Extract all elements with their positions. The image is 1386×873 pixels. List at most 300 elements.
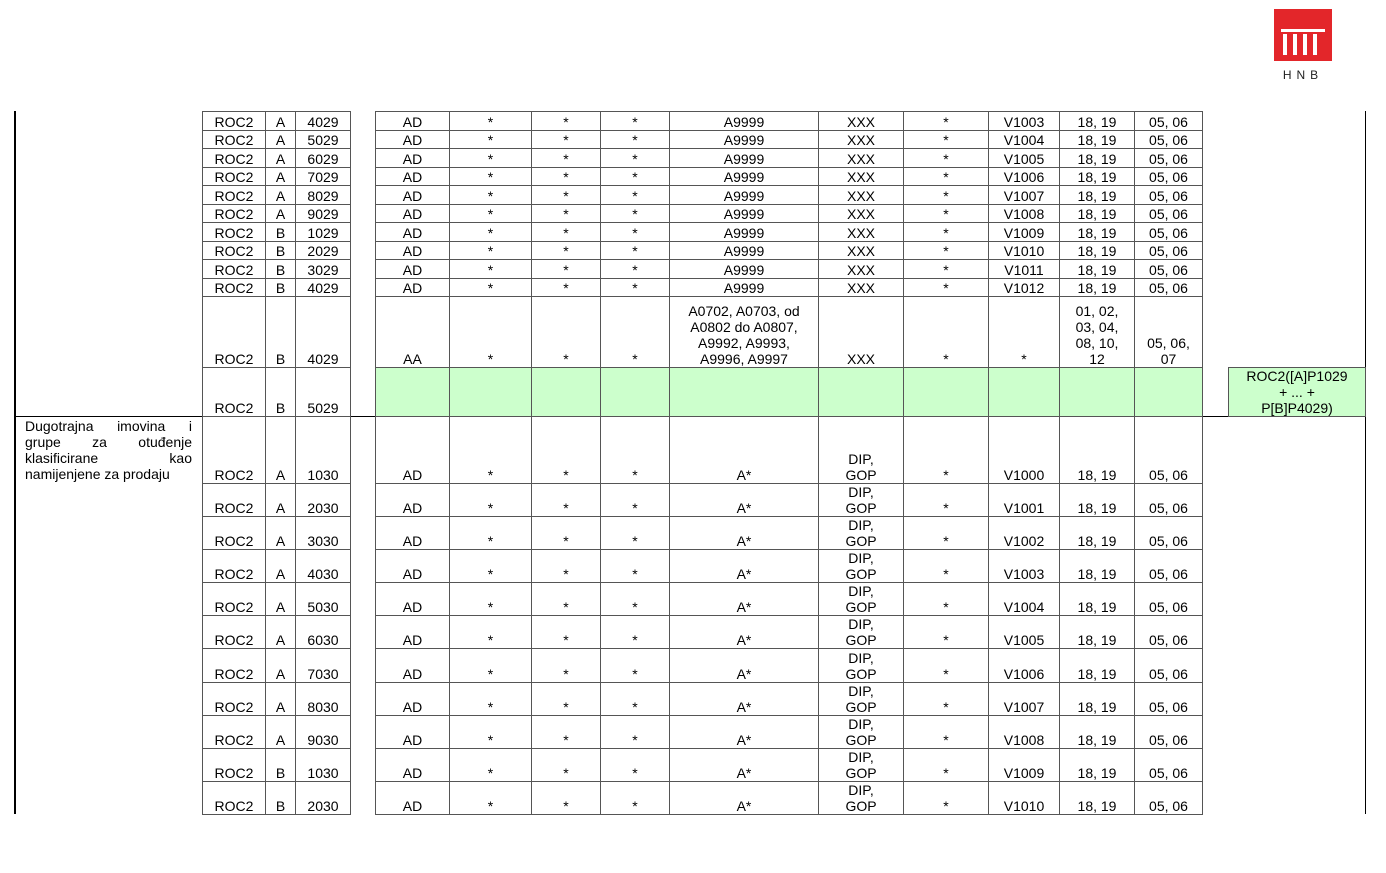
validation-cell: V1005 — [988, 615, 1060, 649]
type-cell: AD — [375, 259, 450, 279]
code1-cell: 18, 19 — [1059, 615, 1135, 649]
report-cell: ROC2 — [202, 222, 266, 242]
account-cell: A9999 — [669, 278, 819, 297]
type-cell: AD — [375, 278, 450, 297]
code2-cell: 05, 06 — [1134, 648, 1203, 683]
report-cell: ROC2 — [202, 549, 266, 583]
attr4-cell: * — [903, 148, 989, 168]
attr3-cell: * — [600, 682, 670, 716]
type-cell: AD — [375, 582, 450, 616]
code2-cell: 05, 06 — [1134, 167, 1203, 186]
part-cell: A — [265, 682, 296, 716]
code1-cell: 18, 19 — [1059, 483, 1135, 517]
code1-cell: 18, 19 — [1059, 648, 1135, 683]
account-cell: A0702, A0703, od A0802 do A0807, A9992, A9993, A9996, A9997 — [669, 296, 819, 368]
currency-cell: XXX — [818, 167, 904, 186]
attr4-cell: * — [903, 222, 989, 242]
part-cell: B — [265, 367, 296, 417]
attr3-cell: * — [600, 222, 670, 242]
attr4-cell: * — [903, 204, 989, 223]
account-cell: A9999 — [669, 111, 819, 131]
attr4-cell: * — [903, 615, 989, 649]
attr2-cell: * — [531, 185, 601, 205]
report-cell: ROC2 — [202, 615, 266, 649]
part-cell: A — [265, 516, 296, 550]
validation-cell: V1010 — [988, 241, 1060, 260]
attr2-cell: * — [531, 483, 601, 517]
code2-cell: 05, 06 — [1134, 682, 1203, 716]
attr3-cell: * — [600, 516, 670, 550]
code2-cell: 05, 06 — [1134, 259, 1203, 279]
attr3-cell: * — [600, 278, 670, 297]
type-cell: AD — [375, 241, 450, 260]
attr3-cell: * — [600, 549, 670, 583]
position-cell: 5029 — [295, 367, 351, 417]
attr2-cell: * — [531, 516, 601, 550]
attr1-cell — [449, 367, 532, 417]
code2-cell: 05, 06 — [1134, 516, 1203, 550]
attr2-cell: * — [531, 167, 601, 186]
attr3-cell: * — [600, 296, 670, 368]
validation-cell: V1008 — [988, 715, 1060, 749]
type-cell: AD — [375, 185, 450, 205]
attr1-cell: * — [449, 682, 532, 716]
validation-cell: V1003 — [988, 549, 1060, 583]
attr1-cell: * — [449, 167, 532, 186]
report-cell: ROC2 — [202, 278, 266, 297]
code2-cell: 05, 06 — [1134, 241, 1203, 260]
code2-cell: 05, 06 — [1134, 483, 1203, 517]
part-cell: B — [265, 241, 296, 260]
attr3-cell: * — [600, 259, 670, 279]
type-cell — [375, 367, 450, 417]
attr2-cell: * — [531, 222, 601, 242]
report-cell: ROC2 — [202, 130, 266, 149]
code2-cell: 05, 06 — [1134, 615, 1203, 649]
code1-cell — [1059, 367, 1135, 417]
code2-cell: 05, 06, 07 — [1134, 296, 1203, 368]
account-cell: A9999 — [669, 185, 819, 205]
position-cell: 7030 — [295, 648, 351, 683]
part-cell: A — [265, 582, 296, 616]
attr1-cell: * — [449, 278, 532, 297]
currency-cell: XXX — [818, 259, 904, 279]
attr3-cell: * — [600, 648, 670, 683]
report-cell: ROC2 — [202, 648, 266, 683]
code1-cell: 18, 19 — [1059, 715, 1135, 749]
attr1-cell: * — [449, 130, 532, 149]
attr3-cell: * — [600, 781, 670, 815]
part-cell: B — [265, 296, 296, 368]
attr4-cell: * — [903, 582, 989, 616]
code1-cell: 18, 19 — [1059, 148, 1135, 168]
type-cell: AD — [375, 549, 450, 583]
formula-cell: ROC2([A]P1029 + ... + P[B]P4029) — [1228, 367, 1366, 417]
code2-cell: 05, 06 — [1134, 416, 1203, 484]
currency-cell: DIP, GOP — [818, 648, 904, 683]
attr4-cell: * — [903, 111, 989, 131]
attr4-cell: * — [903, 748, 989, 782]
attr3-cell: * — [600, 715, 670, 749]
code1-cell: 18, 19 — [1059, 549, 1135, 583]
part-cell: A — [265, 130, 296, 149]
attr2-cell: * — [531, 259, 601, 279]
validation-cell: V1006 — [988, 648, 1060, 683]
attr1-cell: * — [449, 615, 532, 649]
attr2-cell: * — [531, 130, 601, 149]
attr1-cell: * — [449, 296, 532, 368]
part-cell: A — [265, 416, 296, 484]
currency-cell: XXX — [818, 185, 904, 205]
attr1-cell: * — [449, 204, 532, 223]
attr4-cell: * — [903, 416, 989, 484]
validation-cell: V1010 — [988, 781, 1060, 815]
type-cell: AD — [375, 781, 450, 815]
account-cell: A9999 — [669, 222, 819, 242]
position-cell: 1029 — [295, 222, 351, 242]
attr1-cell: * — [449, 516, 532, 550]
currency-cell: DIP, GOP — [818, 615, 904, 649]
attr1-cell: * — [449, 241, 532, 260]
currency-cell: XXX — [818, 204, 904, 223]
attr2-cell: * — [531, 748, 601, 782]
attr2-cell: * — [531, 241, 601, 260]
currency-cell: XXX — [818, 296, 904, 368]
attr4-cell: * — [903, 241, 989, 260]
position-cell: 2030 — [295, 781, 351, 815]
part-cell: B — [265, 781, 296, 815]
attr4-cell: * — [903, 130, 989, 149]
code2-cell: 05, 06 — [1134, 715, 1203, 749]
attr4-cell: * — [903, 278, 989, 297]
currency-cell: DIP, GOP — [818, 682, 904, 716]
hnb-logo — [1274, 9, 1332, 84]
position-cell: 2030 — [295, 483, 351, 517]
attr4-cell: * — [903, 483, 989, 517]
table-right-border — [1365, 111, 1366, 814]
type-cell: AD — [375, 748, 450, 782]
code1-cell: 18, 19 — [1059, 781, 1135, 815]
attr4-cell — [903, 367, 989, 417]
attr1-cell: * — [449, 748, 532, 782]
attr2-cell: * — [531, 416, 601, 484]
part-cell: A — [265, 615, 296, 649]
report-cell: ROC2 — [202, 167, 266, 186]
attr2-cell: * — [531, 148, 601, 168]
code2-cell: 05, 06 — [1134, 278, 1203, 297]
report-cell: ROC2 — [202, 483, 266, 517]
attr2-cell: * — [531, 296, 601, 368]
attr4-cell: * — [903, 648, 989, 683]
attr4-cell: * — [903, 549, 989, 583]
part-cell: B — [265, 259, 296, 279]
type-cell: AA — [375, 296, 450, 368]
validation-cell: V1011 — [988, 259, 1060, 279]
code1-cell: 18, 19 — [1059, 582, 1135, 616]
code1-cell: 18, 19 — [1059, 516, 1135, 550]
attr2-cell: * — [531, 278, 601, 297]
type-cell: AD — [375, 516, 450, 550]
code1-cell: 18, 19 — [1059, 204, 1135, 223]
attr3-cell: * — [600, 204, 670, 223]
attr3-cell: * — [600, 483, 670, 517]
code2-cell: 05, 06 — [1134, 582, 1203, 616]
position-cell: 4029 — [295, 111, 351, 131]
validation-cell: V1004 — [988, 582, 1060, 616]
account-cell: A* — [669, 715, 819, 749]
position-cell: 4029 — [295, 296, 351, 368]
attr3-cell: * — [600, 111, 670, 131]
table-left-border — [14, 111, 16, 814]
type-cell: AD — [375, 204, 450, 223]
account-cell: A* — [669, 483, 819, 517]
report-cell: ROC2 — [202, 715, 266, 749]
account-cell: A9999 — [669, 130, 819, 149]
attr3-cell: * — [600, 130, 670, 149]
attr1-cell: * — [449, 648, 532, 683]
attr2-cell: * — [531, 582, 601, 616]
report-cell: ROC2 — [202, 682, 266, 716]
attr3-cell: * — [600, 185, 670, 205]
account-cell: A9999 — [669, 241, 819, 260]
attr1-cell: * — [449, 148, 532, 168]
type-cell: AD — [375, 111, 450, 131]
attr2-cell: * — [531, 682, 601, 716]
attr1-cell: * — [449, 781, 532, 815]
code1-cell: 18, 19 — [1059, 748, 1135, 782]
report-cell: ROC2 — [202, 296, 266, 368]
validation-cell: V1002 — [988, 516, 1060, 550]
attr1-cell: * — [449, 259, 532, 279]
report-cell: ROC2 — [202, 516, 266, 550]
type-cell: AD — [375, 148, 450, 168]
validation-cell: V1000 — [988, 416, 1060, 484]
part-cell: B — [265, 748, 296, 782]
position-cell: 3030 — [295, 516, 351, 550]
code2-cell: 05, 06 — [1134, 148, 1203, 168]
attr3-cell: * — [600, 148, 670, 168]
attr4-cell: * — [903, 682, 989, 716]
attr4-cell: * — [903, 715, 989, 749]
currency-cell: DIP, GOP — [818, 516, 904, 550]
account-cell: A9999 — [669, 167, 819, 186]
position-cell: 9030 — [295, 715, 351, 749]
code2-cell: 05, 06 — [1134, 111, 1203, 131]
attr1-cell: * — [449, 582, 532, 616]
code1-cell: 18, 19 — [1059, 111, 1135, 131]
code1-cell: 18, 19 — [1059, 185, 1135, 205]
currency-cell — [818, 367, 904, 417]
validation-cell — [988, 367, 1060, 417]
report-cell: ROC2 — [202, 367, 266, 417]
position-cell: 1030 — [295, 748, 351, 782]
code2-cell — [1134, 367, 1203, 417]
report-cell: ROC2 — [202, 241, 266, 260]
report-cell: ROC2 — [202, 748, 266, 782]
validation-cell: V1008 — [988, 204, 1060, 223]
part-cell: A — [265, 549, 296, 583]
report-cell: ROC2 — [202, 148, 266, 168]
section-label: Dugotrajna imovina i grupe za otuđenje klasificirane kao namijenjene za prodaju — [25, 418, 192, 482]
position-cell: 7029 — [295, 167, 351, 186]
account-cell: A* — [669, 582, 819, 616]
code1-cell: 18, 19 — [1059, 130, 1135, 149]
attr3-cell: * — [600, 615, 670, 649]
code2-cell: 05, 06 — [1134, 748, 1203, 782]
position-cell: 2029 — [295, 241, 351, 260]
type-cell: AD — [375, 130, 450, 149]
currency-cell: XXX — [818, 241, 904, 260]
position-cell: 4030 — [295, 549, 351, 583]
validation-cell: V1006 — [988, 167, 1060, 186]
currency-cell: XXX — [818, 148, 904, 168]
account-cell: A* — [669, 416, 819, 484]
account-cell: A* — [669, 549, 819, 583]
validation-cell: V1005 — [988, 148, 1060, 168]
account-cell: A* — [669, 781, 819, 815]
attr1-cell: * — [449, 185, 532, 205]
attr2-cell: * — [531, 204, 601, 223]
account-cell: A9999 — [669, 204, 819, 223]
report-cell: ROC2 — [202, 111, 266, 131]
attr2-cell: * — [531, 648, 601, 683]
currency-cell: DIP, GOP — [818, 748, 904, 782]
part-cell: A — [265, 648, 296, 683]
validation-cell: V1012 — [988, 278, 1060, 297]
attr4-cell: * — [903, 781, 989, 815]
part-cell: A — [265, 167, 296, 186]
currency-cell: XXX — [818, 111, 904, 131]
position-cell: 3029 — [295, 259, 351, 279]
account-cell: A* — [669, 516, 819, 550]
code1-cell: 18, 19 — [1059, 278, 1135, 297]
account-cell: A9999 — [669, 259, 819, 279]
attr4-cell: * — [903, 296, 989, 368]
currency-cell: DIP, GOP — [818, 781, 904, 815]
code1-cell: 01, 02, 03, 04, 08, 10, 12 — [1059, 296, 1135, 368]
position-cell: 6029 — [295, 148, 351, 168]
type-cell: AD — [375, 615, 450, 649]
logo-text: HNB — [1282, 68, 1324, 82]
currency-cell: DIP, GOP — [818, 715, 904, 749]
part-cell: B — [265, 278, 296, 297]
type-cell: AD — [375, 648, 450, 683]
currency-cell: DIP, GOP — [818, 549, 904, 583]
attr2-cell — [531, 367, 601, 417]
attr1-cell: * — [449, 416, 532, 484]
type-cell: AD — [375, 715, 450, 749]
code2-cell: 05, 06 — [1134, 130, 1203, 149]
attr2-cell: * — [531, 781, 601, 815]
code2-cell: 05, 06 — [1134, 222, 1203, 242]
type-cell: AD — [375, 682, 450, 716]
account-cell — [669, 367, 819, 417]
validation-cell: V1007 — [988, 185, 1060, 205]
type-cell: AD — [375, 222, 450, 242]
type-cell: AD — [375, 416, 450, 484]
attr3-cell — [600, 367, 670, 417]
logo-emblem — [1274, 9, 1332, 61]
attr1-cell: * — [449, 222, 532, 242]
attr3-cell: * — [600, 582, 670, 616]
attr4-cell: * — [903, 185, 989, 205]
currency-cell: XXX — [818, 222, 904, 242]
code2-cell: 05, 06 — [1134, 204, 1203, 223]
report-cell: ROC2 — [202, 259, 266, 279]
position-cell: 5029 — [295, 130, 351, 149]
validation-cell: V1009 — [988, 222, 1060, 242]
attr4-cell: * — [903, 167, 989, 186]
attr1-cell: * — [449, 715, 532, 749]
currency-cell: DIP, GOP — [818, 416, 904, 484]
code1-cell: 18, 19 — [1059, 682, 1135, 716]
part-cell: A — [265, 185, 296, 205]
position-cell: 5030 — [295, 582, 351, 616]
position-cell: 8030 — [295, 682, 351, 716]
validation-cell: V1009 — [988, 748, 1060, 782]
attr2-cell: * — [531, 111, 601, 131]
account-cell: A* — [669, 748, 819, 782]
report-cell: ROC2 — [202, 185, 266, 205]
part-cell: A — [265, 715, 296, 749]
currency-cell: DIP, GOP — [818, 483, 904, 517]
attr1-cell: * — [449, 111, 532, 131]
validation-cell: * — [988, 296, 1060, 368]
part-cell: A — [265, 148, 296, 168]
position-cell: 9029 — [295, 204, 351, 223]
report-cell: ROC2 — [202, 204, 266, 223]
part-cell: A — [265, 204, 296, 223]
code1-cell: 18, 19 — [1059, 167, 1135, 186]
position-cell: 4029 — [295, 278, 351, 297]
code1-cell: 18, 19 — [1059, 259, 1135, 279]
code2-cell: 05, 06 — [1134, 781, 1203, 815]
currency-cell: XXX — [818, 130, 904, 149]
code1-cell: 18, 19 — [1059, 241, 1135, 260]
code2-cell: 05, 06 — [1134, 549, 1203, 583]
part-cell: A — [265, 483, 296, 517]
validation-cell: V1007 — [988, 682, 1060, 716]
currency-cell: XXX — [818, 278, 904, 297]
attr3-cell: * — [600, 241, 670, 260]
attr4-cell: * — [903, 259, 989, 279]
type-cell: AD — [375, 167, 450, 186]
part-cell: B — [265, 222, 296, 242]
attr3-cell: * — [600, 416, 670, 484]
account-cell: A* — [669, 615, 819, 649]
code1-cell: 18, 19 — [1059, 416, 1135, 484]
attr1-cell: * — [449, 549, 532, 583]
position-cell: 8029 — [295, 185, 351, 205]
attr4-cell: * — [903, 516, 989, 550]
part-cell: A — [265, 111, 296, 131]
attr1-cell: * — [449, 483, 532, 517]
code2-cell: 05, 06 — [1134, 185, 1203, 205]
attr3-cell: * — [600, 748, 670, 782]
attr3-cell: * — [600, 167, 670, 186]
position-cell: 1030 — [295, 416, 351, 484]
account-cell: A9999 — [669, 148, 819, 168]
report-cell: ROC2 — [202, 582, 266, 616]
validation-cell: V1003 — [988, 111, 1060, 131]
validation-cell: V1004 — [988, 130, 1060, 149]
report-cell: ROC2 — [202, 781, 266, 815]
position-cell: 6030 — [295, 615, 351, 649]
attr2-cell: * — [531, 715, 601, 749]
type-cell: AD — [375, 483, 450, 517]
report-cell: ROC2 — [202, 416, 266, 484]
validation-cell: V1001 — [988, 483, 1060, 517]
